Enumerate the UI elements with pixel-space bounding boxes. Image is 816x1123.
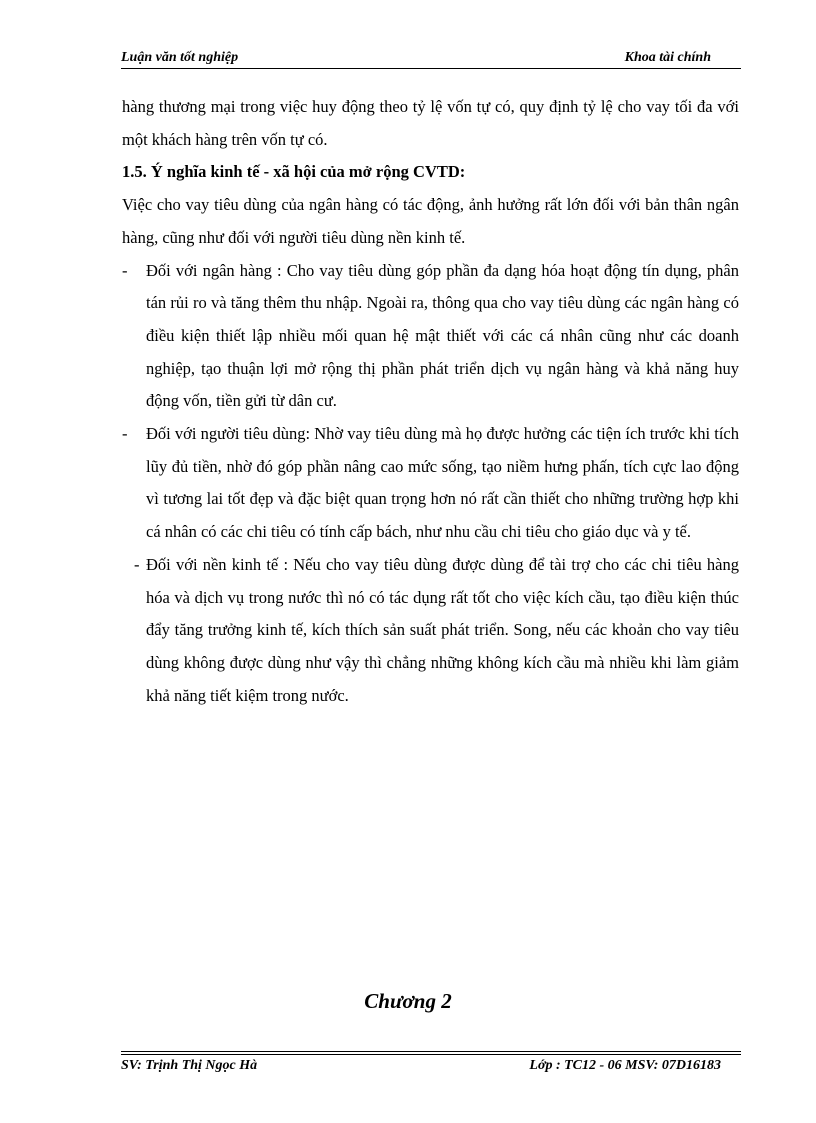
bullet-dash: - [122, 260, 128, 280]
header-thesis-label: Luận văn tốt nghiệp [121, 50, 239, 65]
header-faculty-label: Khoa tài chính [624, 50, 711, 65]
bullet-dash: - [134, 554, 140, 574]
bullet-consumer-text: Đối với người tiêu dùng: Nhờ vay tiêu dùng mà họ được hưởng các tiện ích trước khi tích lũy đủ tiền, nhờ đó góp phần nâng cao mức sống, tạo niềm hưng phấn, tích cực lao động vì tương lai tốt đẹp và đặc biệt quan trọng hơn nó rất cần thiết cho những trường hợp khi cá nhân có các chi tiêu có tính cấp bách, như nhu cầu chi tiêu cho giáo dục và y tế. [146, 424, 739, 542]
footer-rule-bottom [121, 1054, 741, 1055]
header-rule [121, 68, 741, 69]
page-body [122, 91, 739, 712]
chapter-title: Chương 2 [364, 989, 452, 1013]
bullet-dash: - [122, 424, 128, 444]
footer-rule-top [121, 1051, 741, 1052]
footer-class-id: Lớp : TC12 - 06 MSV: 07D16183 [529, 1058, 721, 1073]
bullet-bank-text: Đối với ngân hàng : Cho vay tiêu dùng góp phần đa dạng hóa hoạt động tín dụng, phân tán rủi ro và tăng thêm thu nhập. Ngoài ra, thông qua cho vay tiêu dùng các ngân hàng có điều kiện thiết lập nhiều mối quan hệ mật thiết với các cá nhân cũng như các doanh nghiệp, tạo thuận lợi mở rộng thị phần phát triển dịch vụ ngân hàng và khả năng huy động vốn, tiền gửi từ dân cư. [146, 260, 739, 411]
paragraph-intro: Việc cho vay tiêu dùng của ngân hàng có tác động, ảnh hưởng rất lớn đối với bản thân ngân hàng, cũng như đối với người tiêu dùng nền kinh tế. [122, 195, 739, 247]
section-heading: 1.5. Ý nghĩa kinh tế - xã hội của mở rộng CVTD: [122, 162, 466, 182]
bullet-consumer [122, 418, 739, 549]
bullet-economy [122, 549, 739, 713]
bullet-bank [122, 255, 739, 419]
paragraph-continuation: hàng thương mại trong việc huy động theo tỷ lệ vốn tự có, quy định tỷ lệ cho vay tối đa với một khách hàng trên vốn tự có. [122, 97, 739, 149]
bullet-economy-text: Đối với nền kinh tế : Nếu cho vay tiêu dùng được dùng để tài trợ cho các chi tiêu hàng hóa và dịch vụ trong nước thì nó có tác dụng rất tốt cho việc kích cầu, tạo điều kiện thúc đẩy tăng trưởng kinh tế, kích thích sản suất phát triển. Song, nếu các khoản cho vay tiêu dùng không được dùng như vậy thì chẳng những không kích cầu mà nhiều khi làm giảm khả năng tiết kiệm trong nước. [146, 554, 739, 705]
page-footer [121, 1058, 741, 1078]
page-header [121, 48, 741, 68]
footer-student-name: SV: Trịnh Thị Ngọc Hà [121, 1058, 258, 1073]
